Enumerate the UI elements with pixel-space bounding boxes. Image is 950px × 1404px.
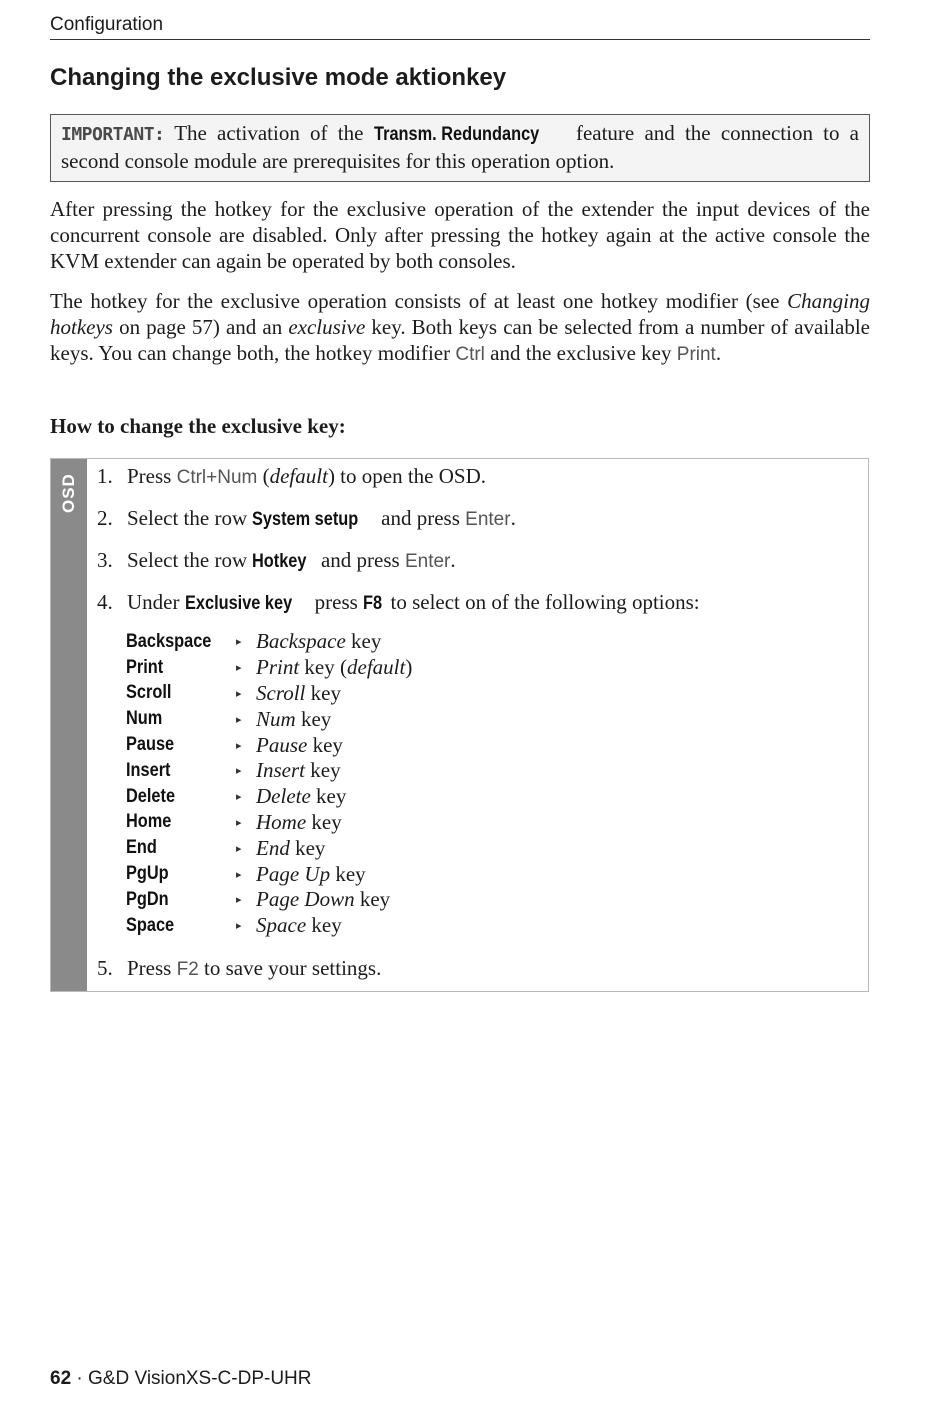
- triangle-bullet-icon: ▸: [236, 920, 242, 933]
- para2-text-3: key. Both keys can be selected from a number of available keys. You can change both, the hotkey modifier: [50, 315, 871, 365]
- step-1: [97, 463, 486, 491]
- triangle-bullet-icon: ▸: [236, 662, 242, 675]
- para2-text-2: on page 57) and an: [112, 315, 289, 339]
- triangle-bullet-icon: ▸: [236, 765, 242, 778]
- menu-row-name: Exclusive key: [184, 593, 292, 614]
- step-number: 3.: [97, 548, 113, 572]
- howto-heading: How to change the exclusive key:: [50, 414, 346, 438]
- step-number: 4.: [97, 590, 113, 614]
- triangle-bullet-icon: ▸: [236, 894, 242, 907]
- osd-sidebar: [51, 459, 87, 991]
- step-text: .: [450, 548, 456, 572]
- page-number: 62: [50, 1368, 72, 1389]
- option-row: [126, 861, 412, 887]
- step-number: 1.: [97, 464, 113, 488]
- step-text: .: [510, 506, 516, 530]
- menu-row-name: Hotkey: [252, 551, 307, 572]
- important-text-1: The activation of the: [164, 121, 374, 145]
- key-name: Enter: [404, 551, 451, 572]
- option-key: Space: [126, 914, 175, 936]
- option-row: [126, 629, 412, 655]
- menu-row-name: System setup: [252, 509, 359, 530]
- triangle-bullet-icon: ▸: [236, 791, 242, 804]
- section-title: Changing the exclusive mode aktionkey: [50, 64, 507, 91]
- modifier-key: Ctrl: [455, 344, 485, 365]
- option-row: [126, 758, 412, 784]
- option-key: End: [126, 837, 157, 859]
- step-text: Press: [127, 464, 177, 488]
- exclusive-key-options: [126, 629, 412, 939]
- option-key: PgDn: [126, 888, 169, 910]
- option-row: [126, 706, 412, 732]
- exclusive-key: Print: [676, 344, 716, 365]
- para2-text-5: .: [715, 341, 722, 365]
- para2-emphasis: exclusive: [288, 315, 366, 339]
- option-row: [126, 887, 412, 913]
- triangle-bullet-icon: ▸: [236, 739, 242, 752]
- step-text: to select on of the following options:: [385, 590, 700, 614]
- footer-separator: ·: [71, 1368, 89, 1389]
- key-name: F8: [363, 593, 383, 614]
- option-description: Scroll key: [256, 680, 341, 705]
- step-4: [97, 589, 700, 617]
- step-text: Select the row: [127, 506, 253, 530]
- osd-instructions-box: [50, 458, 869, 992]
- option-description: Page Down key: [256, 887, 391, 912]
- option-row: [126, 655, 412, 681]
- triangle-bullet-icon: ▸: [236, 687, 242, 700]
- option-description: Delete key: [256, 784, 347, 809]
- step-number: 5.: [97, 956, 113, 980]
- triangle-bullet-icon: ▸: [236, 842, 242, 855]
- paragraph-exclusive-operation: After pressing the hotkey for the exclusive operation of the extender the input devices of the concurrent console are disabled. Only after pressing the hotkey again at the active console the KVM extender can again be operated by both consoles.: [50, 197, 870, 273]
- option-description: Page Up key: [256, 861, 366, 886]
- step-emphasis: default: [269, 464, 328, 488]
- option-description: Pause key: [256, 732, 343, 757]
- option-key: Num: [126, 708, 163, 730]
- option-row: [126, 913, 412, 939]
- option-key: Delete: [126, 785, 176, 807]
- important-notice: [50, 114, 870, 182]
- option-description: Num key: [256, 706, 332, 731]
- option-key: Insert: [126, 759, 171, 781]
- key-combo: Ctrl+Num: [176, 467, 258, 488]
- cross-reference-link[interactable]: Changing hotkeys: [50, 289, 870, 339]
- page-footer: [50, 1368, 312, 1390]
- option-row: [126, 835, 412, 861]
- step-2: [97, 505, 516, 533]
- step-text: press: [309, 590, 364, 614]
- important-label: IMPORTANT:: [61, 124, 165, 145]
- option-description: Print key (default): [256, 655, 413, 680]
- para2-text-4: and the exclusive key: [484, 341, 677, 365]
- step-5: [97, 955, 381, 983]
- key-name: Enter: [465, 509, 511, 530]
- step-text: and press: [315, 548, 405, 572]
- paragraph-hotkey-description: [50, 288, 870, 368]
- triangle-bullet-icon: ▸: [236, 868, 242, 881]
- step-text: ) to open the OSD.: [327, 464, 487, 488]
- key-name: F2: [176, 959, 199, 980]
- step-text: and press: [375, 506, 466, 530]
- step-text: to save your settings.: [198, 956, 382, 980]
- osd-label: OSD: [59, 473, 78, 513]
- option-description: Insert key: [256, 758, 341, 783]
- triangle-bullet-icon: ▸: [236, 713, 242, 726]
- option-row: [126, 784, 412, 810]
- option-key: Pause: [126, 734, 175, 756]
- option-row: [126, 810, 412, 836]
- important-text-2: feature and the connection to a second console module are prerequisites for this operation option.: [61, 121, 860, 173]
- option-row: [126, 732, 412, 758]
- step-number: 2.: [97, 506, 113, 530]
- option-key: Backspace: [126, 630, 212, 652]
- option-key: PgUp: [126, 863, 169, 885]
- option-description: Home key: [256, 809, 342, 834]
- step-3: [97, 547, 456, 575]
- option-row: [126, 681, 412, 707]
- step-text: (: [257, 464, 270, 488]
- para2-text-1: The hotkey for the exclusive operation consists of at least one hotkey modifier (see: [50, 289, 788, 313]
- feature-name: Transm. Redundancy: [373, 124, 539, 145]
- option-key: Print: [126, 656, 164, 678]
- step-text: Press: [127, 956, 177, 980]
- option-description: Backspace key: [256, 629, 382, 654]
- option-key: Scroll: [126, 682, 172, 704]
- step-text: Select the row: [127, 548, 253, 572]
- step-text: Under: [127, 590, 185, 614]
- option-key: Home: [126, 811, 172, 833]
- running-header: Configuration: [50, 14, 870, 40]
- triangle-bullet-icon: ▸: [236, 636, 242, 649]
- option-description: Space key: [256, 913, 342, 938]
- option-description: End key: [256, 835, 326, 860]
- triangle-bullet-icon: ▸: [236, 816, 242, 829]
- product-name: G&D VisionXS-C-DP-UHR: [88, 1368, 312, 1389]
